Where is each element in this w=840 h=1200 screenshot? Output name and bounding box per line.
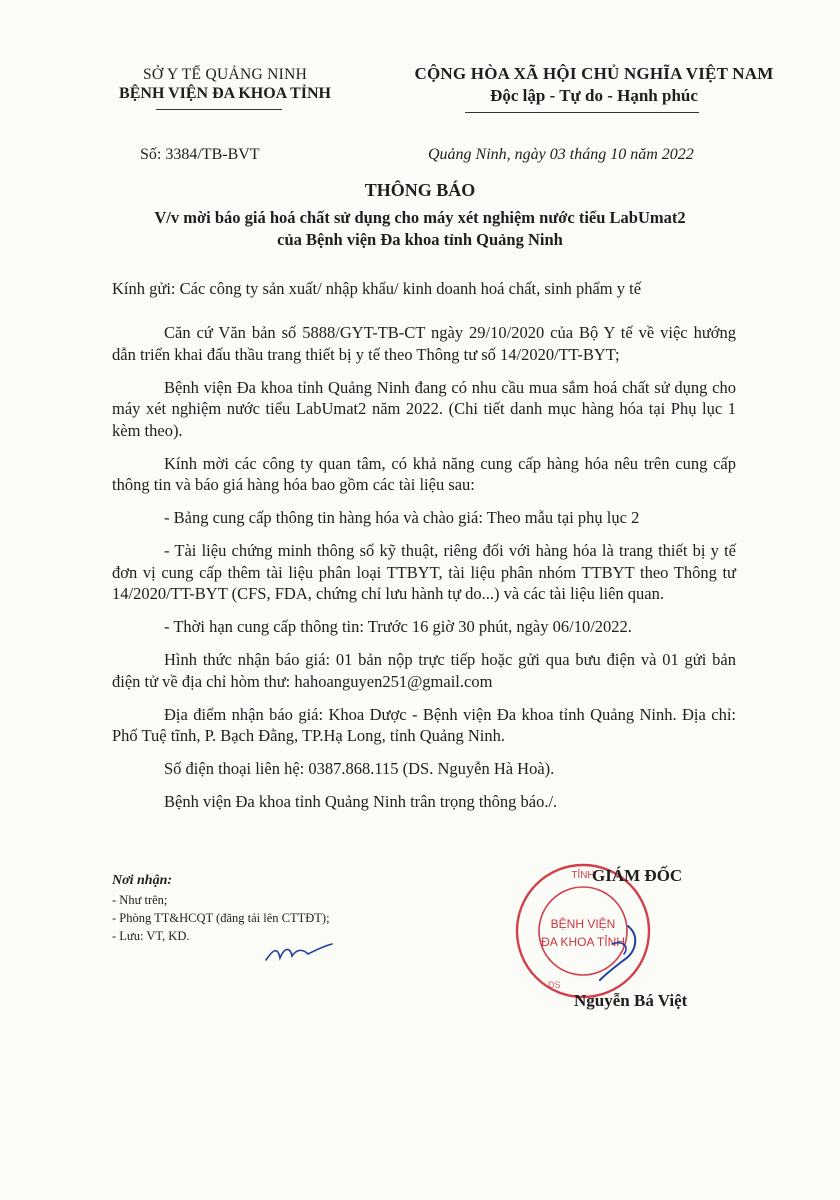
document-number: Số: 3384/TB-BVT xyxy=(140,146,260,163)
body-paragraph: Căn cứ Văn bản số 5888/GYT-TB-CT ngày 29/10/2020 của Bộ Y tế về việc hướng dẫn triển khai đấu thầu trang thiết bị y tế theo Thông tư số 14/2020/TT-BYT; xyxy=(112,323,736,364)
document-date: Quảng Ninh, ngày 03 tháng 10 năm 2022 xyxy=(428,146,694,163)
hospital-name: BỆNH VIỆN ĐA KHOA TỈNH xyxy=(119,85,331,102)
body-paragraph: Kính mời các công ty quan tâm, có khả năng cung cấp hàng hóa nêu trên cung cấp thông tin và báo giá hàng hóa bao gồm các tài liệu sau: xyxy=(112,453,736,494)
national-motto: Độc lập - Tự do - Hạnh phúc xyxy=(490,86,698,105)
country-name: CỘNG HÒA XÃ HỘI CHỦ NGHĨA VIỆT NAM xyxy=(414,64,774,83)
signer-role: GIÁM ĐỐC xyxy=(592,866,683,885)
stamp-ring-text: TỈNH xyxy=(571,870,595,881)
issuer-underline xyxy=(156,109,282,110)
document-subject xyxy=(150,207,690,251)
body-paragraph: - Bảng cung cấp thông tin hàng hóa và chào giá: Theo mẫu tại phụ lục 2 xyxy=(164,508,640,527)
body-paragraph: Hình thức nhận báo giá: 01 bản nộp trực tiếp hoặc gửi qua bưu điện và 01 gửi bản điện tử về địa chỉ hòm thư: hahoanguyen251@gmail.com xyxy=(112,650,736,691)
body-paragraph: Bệnh viện Đa khoa tỉnh Quảng Ninh trân trọng thông báo./. xyxy=(164,792,558,811)
document-title: THÔNG BÁO xyxy=(364,180,476,200)
body-paragraph: - Thời hạn cung cấp thông tin: Trước 16 giờ 30 phút, ngày 06/10/2022. xyxy=(164,617,632,636)
recipients-title: Nơi nhận: xyxy=(112,873,173,888)
stamp-line-1: BỆNH VIỆN xyxy=(550,917,616,931)
recipient-item: - Lưu: VT, KD. xyxy=(112,929,190,943)
signer-name: Nguyễn Bá Việt xyxy=(574,991,688,1010)
body-paragraph: Địa điểm nhận báo giá: Khoa Dược - Bệnh viện Đa khoa tỉnh Quảng Ninh. Địa chỉ: Phố Tuệ tĩnh, P. Bạch Đằng, TP.Hạ Long, tỉnh Quảng Ninh. xyxy=(112,704,736,745)
body-paragraph: Bệnh viện Đa khoa tỉnh Quảng Ninh đang có nhu cầu mua sắm hoá chất sử dụng cho máy xét nghiệm nước tiểu LabUmat2 năm 2022. (Chi tiết danh mục hàng hóa tại Phụ lục 1 kèm theo). xyxy=(112,377,736,440)
subject-line-2: của Bệnh viện Đa khoa tỉnh Quảng Ninh xyxy=(277,230,563,249)
national-header xyxy=(374,64,814,106)
recipient-item: - Phòng TT&HCQT (đăng tải lên CTTĐT); xyxy=(112,911,330,925)
document-body xyxy=(112,322,736,824)
body-paragraph: - Tài liệu chứng minh thông số kỹ thuật, riêng đối với hàng hóa là trang thiết bị y tế đơn vị cung cấp thêm tài liệu phân loại TTBYT, tài liệu phân nhóm TTBYT theo Thông tư 14/2020/TT-BYT (CFS, FDA, chứng chỉ lưu hành tự do...) và các tài liệu liên quan. xyxy=(112,541,736,603)
subject-line-1: V/v mời báo giá hoá chất sử dụng cho máy xét nghiệm nước tiểu LabUmat2 xyxy=(154,208,686,227)
stamp-line-2: ĐA KHOA TỈNH xyxy=(541,935,625,949)
body-paragraph: Số điện thoại liên hệ: 0387.868.115 (DS. Nguyễn Hà Hoà). xyxy=(164,759,555,778)
motto-underline xyxy=(465,112,699,113)
salutation: Kính gửi: Các công ty sản xuất/ nhập khẩu/ kinh doanh hoá chất, sinh phẩm y tế xyxy=(112,279,642,298)
ministry-name: SỞ Y TẾ QUẢNG NINH xyxy=(142,66,308,83)
handwritten-initial xyxy=(262,938,338,968)
recipient-item: - Như trên; xyxy=(112,893,168,907)
stamp-ring-mark: DS xyxy=(548,980,561,990)
recipients-block xyxy=(112,873,330,945)
issuer-header xyxy=(60,66,390,103)
